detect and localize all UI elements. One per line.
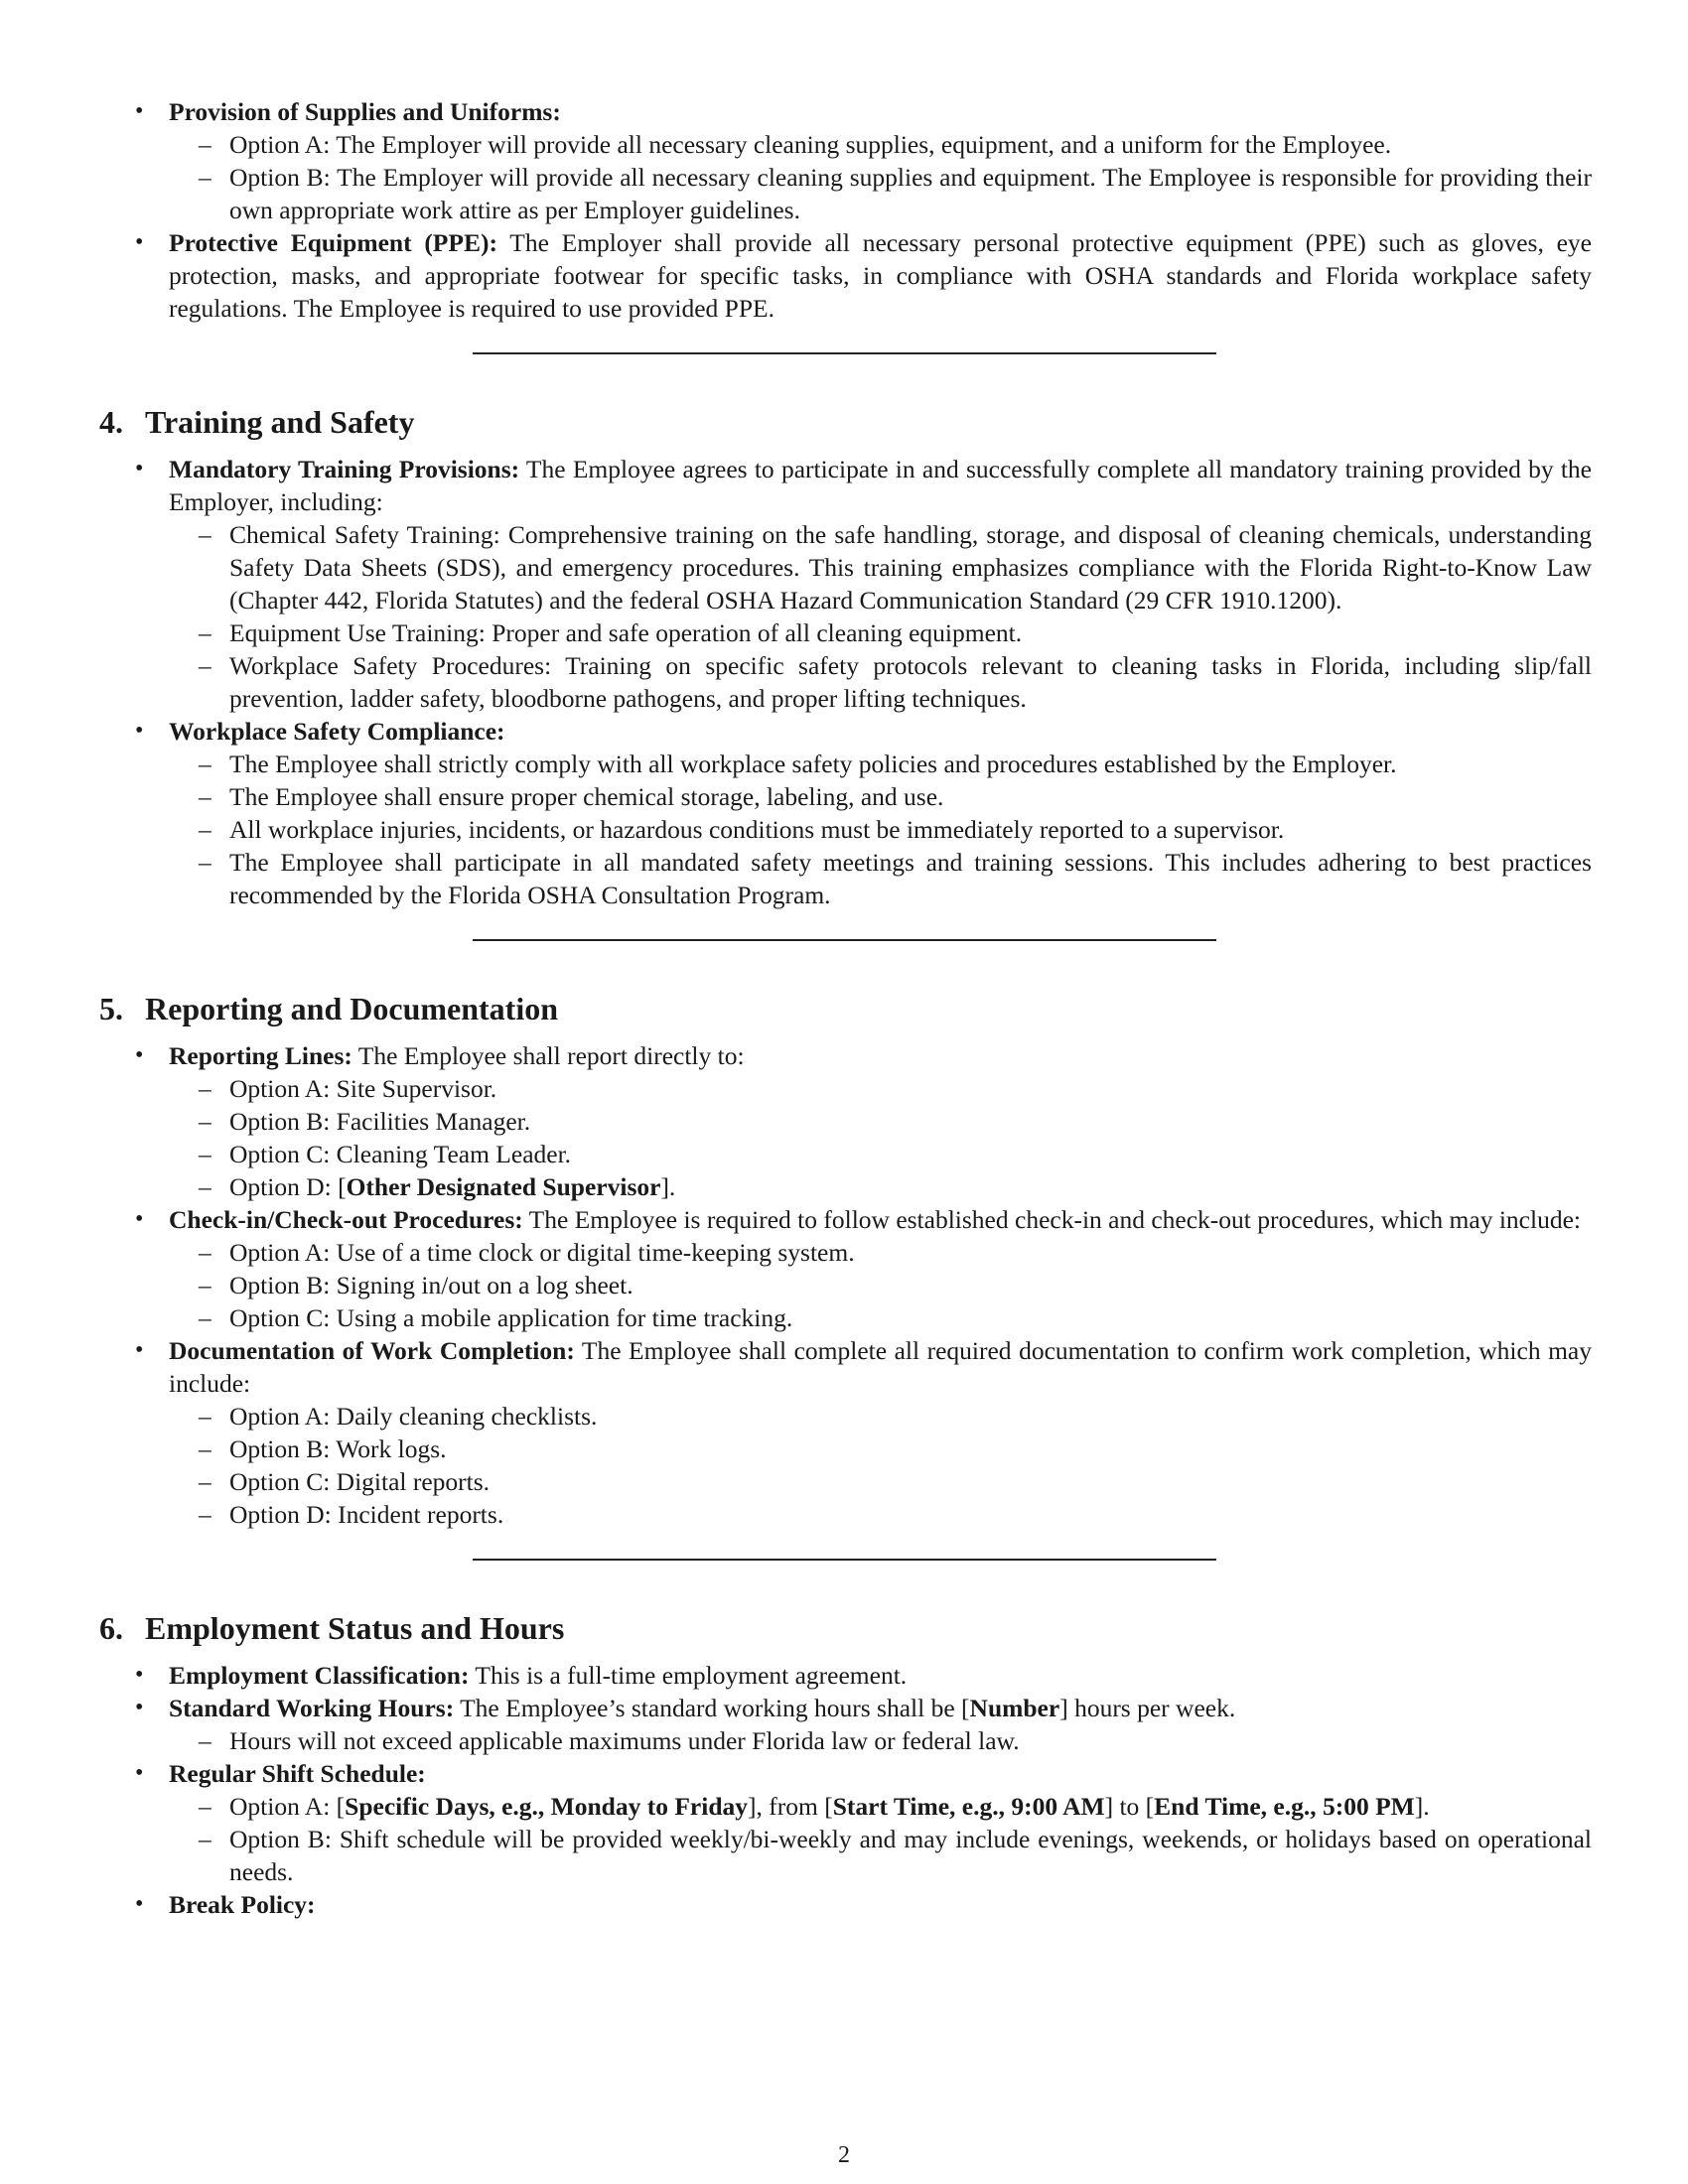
- list-item: [99, 95, 1592, 226]
- list-item: [99, 1039, 1592, 1203]
- item-text: This is a full-time employment agreement.: [469, 1661, 908, 1690]
- item-text: The Employee shall report directly to:: [352, 1041, 745, 1070]
- sub-item: – Option C: Cleaning Team Leader.: [169, 1138, 1592, 1170]
- sub-item: – Option A: Site Supervisor.: [169, 1072, 1592, 1105]
- placeholder-text: Other Designated Supervisor: [346, 1172, 661, 1201]
- sub-item-suffix: ].: [660, 1172, 676, 1201]
- sub-list: [169, 1724, 1592, 1757]
- item-heading: Mandatory Training Provisions:: [169, 455, 520, 483]
- section-number: 6.: [99, 1610, 123, 1646]
- section-heading: [99, 402, 1592, 442]
- section-list: [99, 453, 1592, 911]
- placeholder-text: Number: [969, 1694, 1060, 1722]
- sub-item: – Option A: The Employer will provide all necessary cleaning supplies, equipment, and a uniform for the Employee.: [169, 128, 1592, 161]
- sub-item: – Option B: Shift schedule will be provided weekly/bi-weekly and may include evenings, weekends, or holidays based on operational needs.: [169, 1823, 1592, 1888]
- list-item: [99, 715, 1592, 911]
- item-heading: Documentation of Work Completion:: [169, 1336, 575, 1365]
- placeholder-text: End Time, e.g., 5:00 PM: [1154, 1792, 1415, 1821]
- placeholder-text: Start Time, e.g., 9:00 AM: [832, 1792, 1105, 1821]
- item-heading: Employment Classification:: [169, 1661, 470, 1690]
- sub-item: – The Employee shall strictly comply with all workplace safety policies and procedures established by the Employer.: [169, 748, 1592, 780]
- sub-item: – Hours will not exceed applicable maximums under Florida law or federal law.: [169, 1724, 1592, 1757]
- text-fragment: Option A: [: [229, 1792, 346, 1821]
- sub-item-prefix: Option D: [: [229, 1172, 347, 1201]
- list-item: [99, 1888, 1592, 1921]
- item-heading: Provision of Supplies and Uniforms:: [169, 97, 561, 126]
- sub-list: [169, 1072, 1592, 1203]
- sub-item: – The Employee shall participate in all mandated safety meetings and training sessions. This includes adhering to best practices recommended by the Florida OSHA Consultation Program.: [169, 846, 1592, 911]
- sub-item: – All workplace injuries, incidents, or hazardous conditions must be immediately reported to a supervisor.: [169, 813, 1592, 846]
- list-item: [99, 453, 1592, 715]
- list-item: [99, 226, 1592, 325]
- page-number: 2: [838, 2142, 850, 2168]
- continued-list: [99, 95, 1592, 325]
- sub-item: – Workplace Safety Procedures: Training on specific safety protocols relevant to cleaning tasks in Florida, including slip/fall prevention, ladder safety, bloodborne pathogens, and proper lifting techniques.: [169, 649, 1592, 715]
- section-title: Employment Status and Hours: [145, 1610, 565, 1646]
- list-item: [99, 1692, 1592, 1757]
- list-item: [99, 1757, 1592, 1888]
- sub-item: [169, 1790, 1592, 1823]
- section-heading: [99, 1608, 1592, 1648]
- list-item: [99, 1334, 1592, 1531]
- sub-list: [169, 748, 1592, 911]
- text-fragment: ], from [: [748, 1792, 833, 1821]
- sub-list: [169, 1790, 1592, 1888]
- list-item: [99, 1659, 1592, 1692]
- sub-item: – Option B: Facilities Manager.: [169, 1105, 1592, 1138]
- item-text: The Employee’s standard working hours shall be [: [454, 1694, 970, 1722]
- sub-item: – Option C: Using a mobile application for time tracking.: [169, 1301, 1592, 1334]
- item-text-suffix: ] hours per week.: [1059, 1694, 1236, 1722]
- section-number: 4.: [99, 404, 123, 440]
- list-item: [99, 1203, 1592, 1334]
- placeholder-text: Specific Days, e.g., Monday to Friday: [345, 1792, 749, 1821]
- item-text: The Employer shall provide all necessary personal protective equipment (PPE) such as gloves, eye protection, masks, and appropriate footwear for specific tasks, in compliance with OSHA standards and Florida workplace safety regulations. The Employee is required to use provided PPE.: [169, 228, 1592, 323]
- sub-item: – Option B: Work logs.: [169, 1433, 1592, 1465]
- sub-list: [169, 128, 1592, 226]
- sub-item: – Option B: The Employer will provide all necessary cleaning supplies and equipment. The Employee is responsible for providing their own appropriate work attire as per Employer guidelines.: [169, 161, 1592, 226]
- item-text: The Employee is required to follow established check-in and check-out procedures, which may include:: [522, 1205, 1581, 1234]
- sub-item: – Option A: Daily cleaning checklists.: [169, 1400, 1592, 1433]
- sub-list: [169, 518, 1592, 715]
- item-heading: Break Policy:: [169, 1890, 316, 1919]
- sub-item: [169, 1170, 1592, 1203]
- item-text: The Employee shall complete all required documentation to confirm work completion, which may include:: [169, 1336, 1592, 1398]
- section-title: Reporting and Documentation: [145, 991, 559, 1026]
- section-title: Training and Safety: [145, 404, 415, 440]
- sub-item: – The Employee shall ensure proper chemical storage, labeling, and use.: [169, 780, 1592, 813]
- item-heading: Regular Shift Schedule:: [169, 1759, 426, 1788]
- sub-list: [169, 1400, 1592, 1531]
- section-heading: [99, 989, 1592, 1028]
- text-fragment: ] to [: [1104, 1792, 1155, 1821]
- sub-item: – Chemical Safety Training: Comprehensive training on the safe handling, storage, and disposal of cleaning chemicals, understanding Safety Data Sheets (SDS), and emergency procedures. This training emphasizes compliance with the Florida Right-to-Know Law (Chapter 442, Florida Statutes) and the federal OSHA Hazard Communication Standard (29 CFR 1910.1200).: [169, 518, 1592, 616]
- item-text: The Employee agrees to participate in and successfully complete all mandatory training provided by the Employer, including:: [169, 455, 1592, 516]
- section-list: [99, 1659, 1592, 1921]
- item-heading: Check-in/Check-out Procedures:: [169, 1205, 523, 1234]
- sub-item: – Option B: Signing in/out on a log sheet.: [169, 1269, 1592, 1301]
- page-content: [99, 95, 1592, 1921]
- text-fragment: ].: [1414, 1792, 1430, 1821]
- sub-item: – Option C: Digital reports.: [169, 1465, 1592, 1498]
- section-number: 5.: [99, 991, 123, 1026]
- sub-item: – Option D: Incident reports.: [169, 1498, 1592, 1531]
- section-list: [99, 1039, 1592, 1531]
- item-heading: Protective Equipment (PPE):: [169, 228, 497, 257]
- sub-item: – Option A: Use of a time clock or digital time-keeping system.: [169, 1236, 1592, 1269]
- item-heading: Standard Working Hours:: [169, 1694, 455, 1722]
- item-heading: Reporting Lines:: [169, 1041, 352, 1070]
- sub-list: [169, 1236, 1592, 1334]
- item-heading: Workplace Safety Compliance:: [169, 717, 505, 746]
- sub-item: – Equipment Use Training: Proper and safe operation of all cleaning equipment.: [169, 616, 1592, 649]
